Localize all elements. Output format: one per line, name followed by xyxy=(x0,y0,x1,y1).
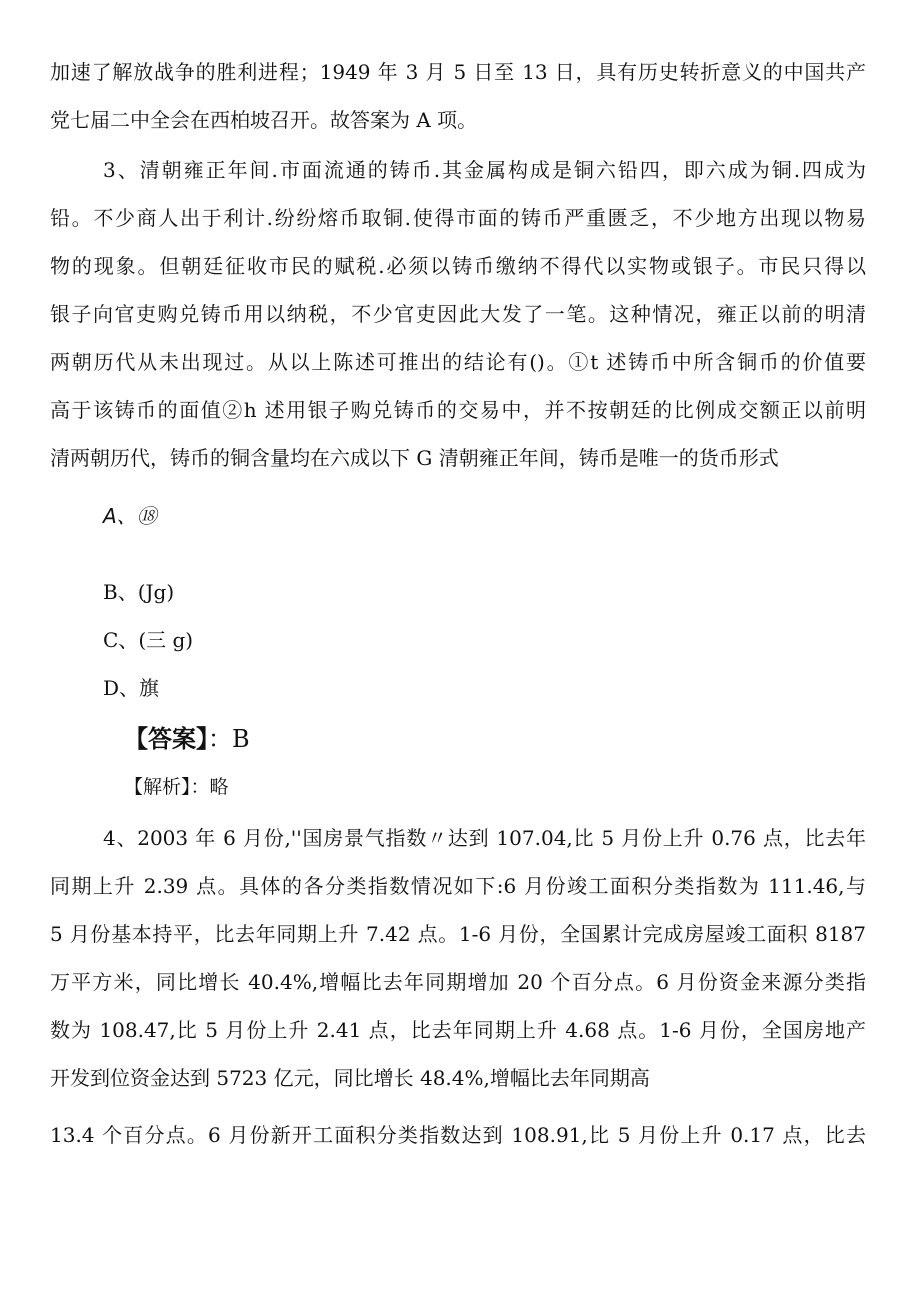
option-a xyxy=(103,501,157,531)
question-4-line: 5 月份基本持平，比去年同期上升 7.42 点。1-6 月份，全国累计完成房屋竣工面积 8187 xyxy=(50,922,866,946)
question-3-line: 物的现象。但朝廷征收市民的赋税.必须以铸币缴纳不得代以实物或银子。市民只得以 xyxy=(50,254,866,278)
question-3-line: 清两朝历代，铸币的铜含量均在六成以下 G 清朝雍正年间，铸币是唯一的货币形式 xyxy=(50,446,779,470)
option-label: C、 xyxy=(103,628,139,652)
answer-value: B xyxy=(232,725,250,753)
explanation-line xyxy=(124,772,229,802)
option-text: (三 g) xyxy=(138,628,194,652)
question-4-line: 同期上升 2.39 点。具体的各分类指数情况如下:6 月份竣工面积分类指数为 111.46,与 xyxy=(50,874,866,898)
option-label: B、 xyxy=(103,580,138,604)
paragraph-line: 党七届二中全会在西柏坡召开。故答案为 A 项。 xyxy=(50,108,478,132)
answer-label: 【答案】 xyxy=(124,725,208,753)
option-label: D、 xyxy=(103,676,140,700)
explanation-separator: ： xyxy=(190,776,210,798)
option-text: 旗 xyxy=(139,676,160,700)
question-4-line: 万平方米，同比增长 40.4%,增幅比去年同期增加 20 个百分点。6 月份资金来源分类指 xyxy=(50,970,866,994)
answer-separator: ： xyxy=(208,725,232,753)
paragraph-line: 加速了解放战争的胜利进程；1949 年 3 月 5 日至 13 日，具有历史转折意义的中国共产 xyxy=(50,60,866,84)
question-4-line: 13.4 个百分点。6 月份新开工面积分类指数达到 108.91,比 5 月份上升 0.17 点，比去 xyxy=(50,1123,866,1147)
question-4-line: 数为 108.47,比 5 月份上升 2.41 点，比去年同期上升 4.68 点。1-6 月份，全国房地产 xyxy=(50,1018,866,1042)
option-label: A、 xyxy=(103,504,137,528)
explanation-value: 略 xyxy=(209,776,229,798)
question-4-line: 4、2003 年 6 月份,''国房景气指数〃达到 107.04,比 5 月份上升 0.76 点，比去年 xyxy=(103,826,866,850)
option-c xyxy=(103,625,193,655)
question-3-line: 银子向官吏购兑铸币用以纳税，不少官吏因此大发了一笔。这种情况，雍正以前的明清 xyxy=(50,302,866,326)
option-text: ⑱ xyxy=(136,504,157,528)
option-b xyxy=(103,577,174,607)
question-3-line: 铅。不少商人出于利计.纷纷熔币取铜.使得市面的铸币严重匮乏，不少地方出现以物易 xyxy=(50,206,866,230)
explanation-label: 【解析】 xyxy=(124,776,191,798)
question-3-line: 3、清朝雍正年间.市面流通的铸币.其金属构成是铜六铅四，即六成为铜.四成为 xyxy=(103,158,866,182)
question-3-line: 高于该铸币的面值②h 述用银子购兑铸币的交易中，并不按朝廷的比例成交额正以前明 xyxy=(50,398,866,422)
option-text: (Jg) xyxy=(137,580,175,604)
option-d xyxy=(103,673,159,703)
answer-line xyxy=(124,722,250,759)
question-3-line: 两朝历代从未出现过。从以上陈述可推出的结论有()。①t 述铸币中所含铜币的价值要 xyxy=(50,350,866,374)
question-4-line: 开发到位资金达到 5723 亿元，同比增长 48.4%,增幅比去年同期高 xyxy=(50,1066,650,1090)
